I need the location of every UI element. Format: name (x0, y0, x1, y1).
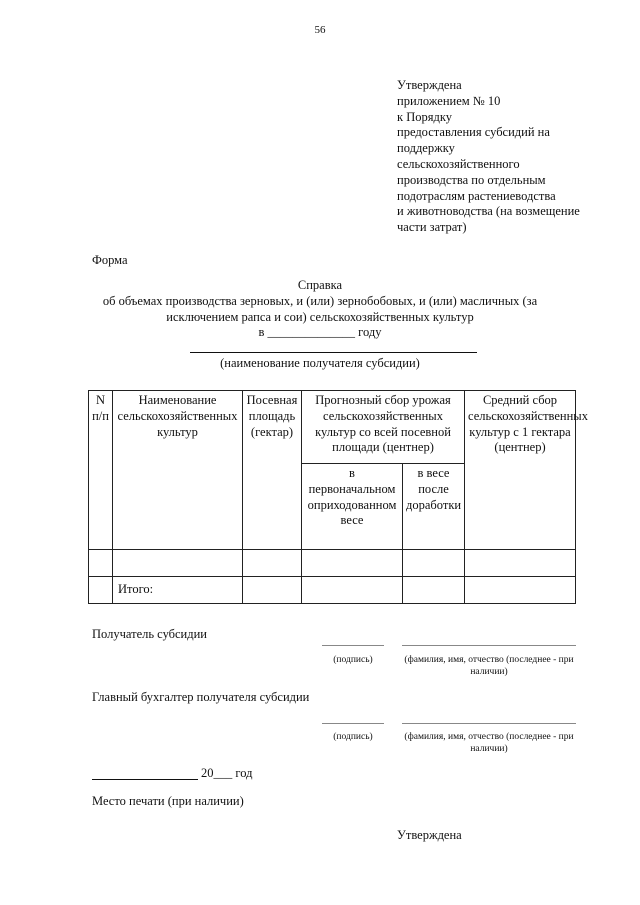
approval-line: предоставления субсидий на (397, 125, 550, 140)
approval-line: производства по отдельным (397, 172, 546, 187)
title-line: исключением рапса и сои) сельскохозяйственных культур (166, 309, 474, 324)
approval-line: приложением № 10 (397, 93, 501, 108)
header-crop-name: Наименование сельскохозяйственных культур (113, 391, 243, 550)
signature-caption: (подпись) (333, 732, 373, 742)
table-cell (89, 550, 113, 577)
crop-production-table (88, 390, 588, 604)
header-num: N п/п (89, 391, 113, 550)
recipient-signature-label: Получатель субсидии (92, 627, 207, 641)
name-caption: (фамилия, имя, отчество (последнее - при наличии) (404, 732, 574, 754)
title-line: об объемах производства зерновых, и (или) зернобобовых, и (или) масличных (за (102, 293, 538, 308)
year-blank: ______________ (267, 325, 356, 340)
approval-line: сельскохозяйственного (397, 156, 520, 171)
signature-caption: (подпись) (333, 655, 373, 665)
recipient-caption: (наименование получателя субсидии) (220, 356, 420, 370)
page-number: 56 (314, 24, 326, 36)
signature-line (322, 723, 384, 724)
header-area: Посевная площадь (гектар) (243, 391, 302, 550)
approval-line: Утверждена (397, 78, 462, 92)
name-caption: (фамилия, имя, отчество (последнее - при наличии) (404, 655, 574, 677)
date-day-month-line (92, 779, 198, 780)
name-line (402, 645, 576, 646)
approval-line: к Порядку (397, 109, 452, 124)
title-line: Справка (297, 278, 343, 292)
table-cell (465, 550, 576, 577)
signature-line (322, 645, 384, 646)
recipient-name-line (190, 352, 477, 353)
header-forecast-initial: в первоначальном оприходованном весе (302, 464, 403, 550)
footer-approval: Утверждена (397, 828, 462, 842)
approval-line: части затрат) (397, 220, 467, 235)
name-line (402, 723, 576, 724)
table-row (89, 550, 576, 577)
document-title (60, 278, 580, 341)
table-cell (243, 550, 302, 577)
header-forecast: Прогнозный сбор урожая сельскохозяйственных культур со всей посевной площади (центнер) (302, 391, 465, 464)
table-cell (243, 577, 302, 604)
table-cell (89, 577, 113, 604)
table-cell (465, 577, 576, 604)
total-label: Итого: (113, 577, 243, 604)
approval-line: подотраслям растениеводства (397, 188, 556, 203)
approval-line: и животноводства (на возмещение (397, 204, 580, 219)
seal-label: Место печати (при наличии) (92, 794, 244, 808)
table-cell (403, 577, 465, 604)
total-row (89, 577, 576, 604)
table-cell (113, 550, 243, 577)
table-cell (302, 577, 403, 604)
table-cell (302, 550, 403, 577)
year-prefix: в (258, 325, 265, 340)
accountant-signature-label: Главный бухгалтер получателя субсидии (92, 690, 310, 704)
year-suffix: году (358, 325, 382, 340)
approval-line: поддержку (397, 141, 455, 156)
header-forecast-after: в весе после доработки (403, 464, 465, 550)
form-label: Форма (92, 253, 128, 267)
year-line (60, 325, 580, 341)
table-cell (403, 550, 465, 577)
date-year: 20___ год (201, 766, 253, 780)
header-avg-yield: Средний сбор сельскохозяйственных культур с 1 гектара (центнер) (465, 391, 576, 550)
approval-header (397, 78, 607, 236)
